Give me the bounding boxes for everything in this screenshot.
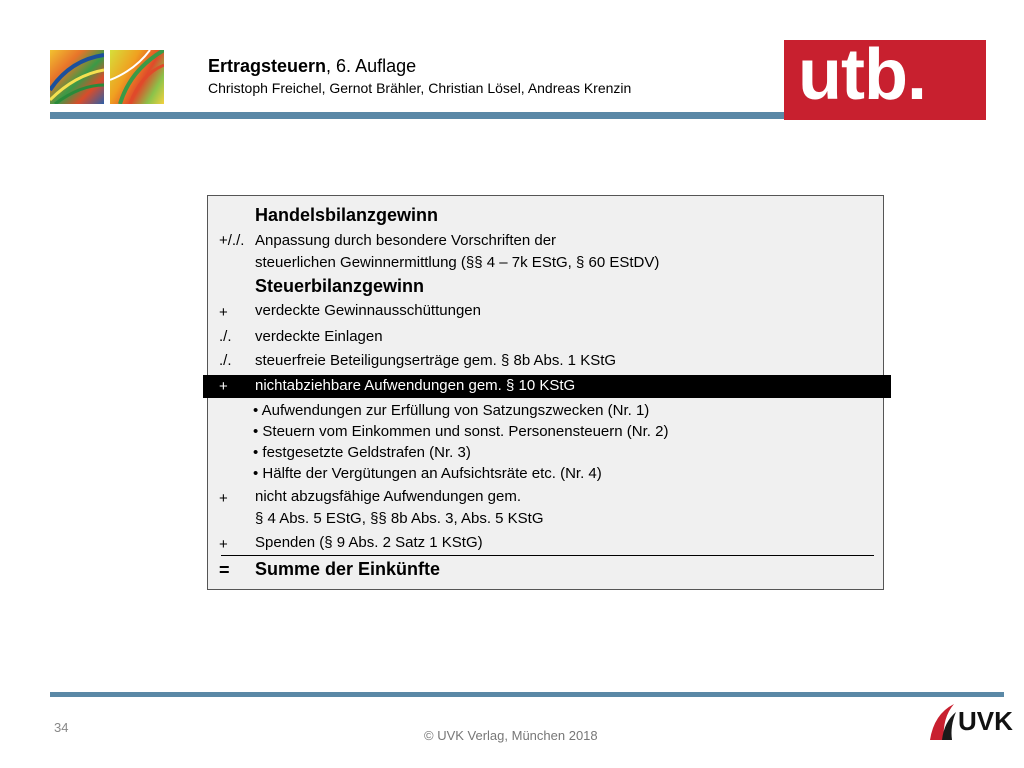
- sum-rule: [221, 555, 874, 556]
- highlight-symbol: +: [219, 378, 228, 395]
- steuerbilanzgewinn-heading: Steuerbilanzgewinn: [255, 276, 425, 296]
- anpassung-line-2: steuerlichen Gewinnermittlung (§§ 4 – 7k EStG, § 60 EStDV): [255, 254, 660, 271]
- authors: Christoph Freichel, Gernot Brähler, Christian Lösel, Andreas Krenzin: [208, 80, 632, 96]
- uvk-logo-text: UVK: [958, 706, 1013, 736]
- result-symbol: =: [219, 560, 230, 580]
- bullet-item: • Steuern vom Einkommen und sonst. Personensteuern (Nr. 2): [253, 423, 669, 440]
- highlight-text: nichtabziehbare Aufwendungen gem. § 10 KStG: [255, 377, 576, 394]
- header-divider: [50, 112, 850, 119]
- book-title: Ertragsteuern, 6. Auflage: [208, 56, 417, 76]
- anpassung-line-1: Anpassung durch besondere Vorschriften der: [255, 232, 557, 249]
- item-symbol: +: [219, 304, 228, 321]
- abzug-line-2: § 4 Abs. 5 EStG, §§ 8b Abs. 3, Abs. 5 KStG: [255, 510, 544, 527]
- bullet-item: • festgesetzte Geldstrafen (Nr. 3): [253, 444, 471, 461]
- item-symbol: ./.: [219, 352, 232, 369]
- anpassung-symbol: +/./.: [219, 232, 245, 249]
- summe-der-einkuenfte: Summe der Einkünfte: [255, 559, 441, 579]
- item-steuerfreie-beteiligungsertraege: steuerfreie Beteiligungserträge gem. § 8b Abs. 1 KStG: [255, 352, 617, 369]
- item-symbol: ./.: [219, 328, 232, 345]
- item-verdeckte-einlagen: verdeckte Einlagen: [255, 328, 383, 345]
- item-verdeckte-gewinnausschuettungen: verdeckte Gewinnausschüttungen: [255, 302, 481, 319]
- highlighted-row: [203, 375, 891, 398]
- utb-logo: utb.: [784, 40, 986, 120]
- abzug-symbol: +: [219, 490, 228, 507]
- page-number: 34: [54, 720, 69, 735]
- copyright: © UVK Verlag, München 2018: [424, 728, 598, 743]
- spenden-symbol: +: [219, 536, 228, 553]
- bullet-item: • Hälfte der Vergütungen an Aufsichtsräte etc. (Nr. 4): [253, 465, 602, 482]
- bullet-item: • Aufwendungen zur Erfüllung von Satzungszwecken (Nr. 1): [253, 402, 650, 419]
- spenden-text: Spenden (§ 9 Abs. 2 Satz 1 KStG): [255, 534, 483, 551]
- handelsbilanzgewinn-heading: Handelsbilanzgewinn: [255, 205, 439, 225]
- cover-thumbnail-2: [110, 50, 164, 104]
- abzug-line-1: nicht abzugsfähige Aufwendungen gem.: [255, 488, 522, 505]
- footer-divider: [50, 692, 1004, 697]
- cover-thumbnail-1: [50, 50, 104, 104]
